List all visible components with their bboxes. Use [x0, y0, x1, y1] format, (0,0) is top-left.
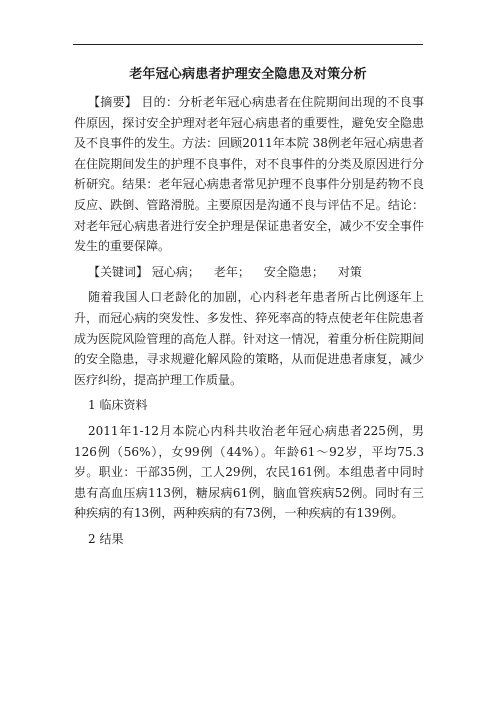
article-body	[74, 92, 424, 554]
abstract-tag: 【摘要】	[88, 95, 138, 109]
keyword-item: 老年；	[213, 264, 250, 279]
section-heading: 1 临床资料	[88, 398, 148, 413]
section-paragraph: 2011年1-12月本院心内科共收治老年冠心病患者225例，男126例（56%），女99例（44%）。年龄61～92岁，平均75.3岁。职业：干部35例，工人29例，农民161例。本组患者中同时患有高血压病113例，糖尿病61例，脑血管疾病52例。同时有三种疾病的有13例，两种疾病的有73例，一种疾病的有139例。	[74, 423, 424, 521]
intro-paragraph: 随着我国人口老龄化的加剧，心内科老年患者所占比例逐年上升，而冠心病的突发性、多发性、猝死率高的特点使老年住院患者成为医院风险管理的高危人群。针对这一情况，着重分析住院期间的安全隐患，寻求规避化解风险的策略，从而促进患者康复，减少医疗纠纷，提高护理工作质量。	[74, 290, 424, 387]
article-title: 老年冠心病患者护理安全隐患及对策分析	[129, 67, 367, 82]
section-heading: 2 结果	[88, 531, 124, 546]
abstract-text: 目的：分析老年冠心病患者在住院期间出现的不良事件原因，探讨安全护理对老年冠心病患者的重要性，避免安全隐患及不良事件的发生。方法：回顾2011年本院 38例老年冠心病患者在住院期间发生的护理不良事件，对不良事件的分类及原因进行分析研究。结果：老年冠心病患者常见护理不良事件分别是药物不良反应、跌倒、管路滑脱。主要原因是沟通不良与评估不足。结论：对老年冠心病患者进行安全护理是保证患者安全，减少不安全事件发生的重要保障。	[74, 95, 424, 254]
keywords-paragraph	[74, 262, 424, 283]
abstract-paragraph	[74, 92, 424, 257]
keyword-item: 对策	[337, 264, 362, 279]
keywords-tag: 【关键词】	[88, 264, 149, 279]
keyword-item: 冠心病；	[151, 264, 200, 279]
keyword-item: 安全隐患；	[263, 264, 324, 279]
header-rule	[73, 44, 423, 45]
